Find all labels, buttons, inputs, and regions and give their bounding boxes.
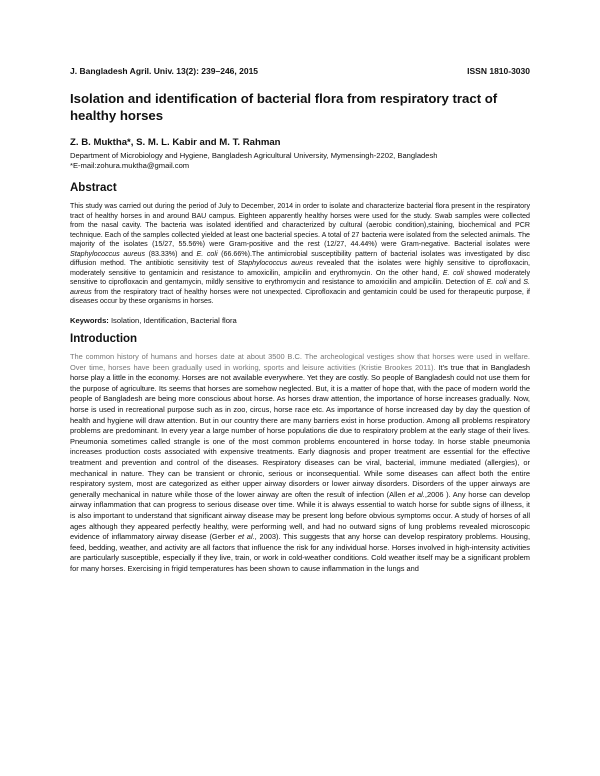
introduction-body bbox=[70, 352, 530, 574]
organism-name: E. coli bbox=[196, 249, 218, 258]
abstract-heading: Abstract bbox=[70, 182, 117, 194]
abstract-body bbox=[70, 202, 530, 307]
intro-text: , 2003). This suggests that any horse can develop respiratory problems. Housing, feed, bedding, weather, and activity are all factors that influence the risk for any individual horse. Horses involved in high-intensity activities are particularly susceptible, especially if they live, train, or work in cold-weather conditions. Cold weather itself may be a significant problem for many horses. Exercising in frigid temperatures has been shown to cause inflammation in the lungs and bbox=[70, 532, 531, 573]
abstract-text: (66.66%).The antimicrobial susceptibility pattern of bacterial isolates was investigated by disc diffusion method. The antibiotic sensitivity test of bbox=[70, 249, 530, 268]
intro-text-faded: The common history of humans and horses date at about 3500 B.C. The archeological vestiges show that horses were used in welfare. Over time, horses have been gradually used in working, sports and leisure activities (Kristie Brookes 2011). bbox=[70, 352, 530, 372]
issn: ISSN 1810-3030 bbox=[467, 66, 530, 76]
journal-header bbox=[70, 66, 530, 76]
abstract-text: and bbox=[506, 278, 524, 287]
abstract-text: This study was carried out during the period of July to December, 2014 in order to isolate and characterize bacterial flora present in the respiratory tract of healthy horses in and around BAU campus. Eighteen apparently healthy horses were used for the study. Swab samples were collected from the nasal cavity. The bacteria was isolated bbox=[70, 202, 530, 230]
organism-name: S. aureus bbox=[70, 278, 530, 296]
intro-text: ,2006 ). Any horse can develop airway inflammation that can progress to serious disease over time. While it is always essential to watch horse for subtle signs of illness, it is also important to understand that significant airway disease may be present long before obvious symptoms occur. A study of horses of all ages although they appeared perfectly healthy, were performing well, and had no outward signs of lung problems revealed microscopic evidence of inflammatory airway disease (Gerber bbox=[70, 489, 531, 542]
citation-etal: et al. bbox=[408, 489, 425, 499]
abstract-text: showed moderately sensitive to ciprofloxacin and gentamycin, mildly sensitive to erythromycin and resistance to amoxicilin and ampicilin. Detection of bbox=[70, 268, 530, 287]
journal-citation: J. Bangladesh Agril. Univ. 13(2): 239–246, 2015 bbox=[70, 66, 259, 76]
keywords bbox=[70, 316, 530, 325]
keywords-label: Keywords: bbox=[70, 316, 109, 326]
author-email: *E-mail:zohura.muktha@gmail.com bbox=[70, 161, 190, 170]
article-page bbox=[70, 66, 530, 574]
abstract-text: revealed that the isolates were highly sensitive to ciprofloxacin, moderately sensitive to gentamicin and resistance to amoxicilin, ampicilin and erythromycin. On the other hand, bbox=[70, 259, 530, 277]
keywords-list: Isolation, Identification, Bacterial flora bbox=[108, 316, 237, 326]
authors: Z. B. Muktha*, S. M. L. Kabir and M. T. Rahman bbox=[70, 137, 281, 148]
affiliation-line: Department of Microbiology and Hygiene, Bangladesh Agricultural University, Mymensingh-2202, Bangladesh bbox=[70, 151, 438, 160]
intro-text: It’s true that in Bangladesh horse play a little in the economy. Horses are not available everywhere. Yet they are costly. So people of Bangladesh could not use them for the purpose of agriculture. Its seems that horses are somehow neglected. But, it is a matter of hope that, with the pace of modern world the people of Bangladesh are being more conscious about horse. As horses draw attention, the importance of horse increases gradually. Now, horse is used in recreational purpose such as in zoo, circus, horse race etc. As importance of horse increased day by day the question of health and hygiene will draw attention. But in our country there are many barriers exist in horse production. Among all problems respiratory problems are predominant. In every year a large number of horse populations die due to respiratory problem at the early stage of their lives. Pneumonia sometimes called strangle is one of the most common problems encountered in horse today. In horse stable pneumonia increases production costs associated with expensive treatments. Early diagnosis and proper treatment are essential for the effective treatment and prevention and control of the diseases. Respiratory diseases can be viral, bacterial, immune mediated (allergies), or mechanical in nature. They can be transient or chronic, serious or inconsequential. While some diseases can affect both the entire respiratory system, most are categorized as either upper airway disorders or lower airway disorders. Disorders of the upper airways are generally mechanical in nature while those of the lower airway are often the result of infection (Allen bbox=[70, 362, 530, 499]
abstract-text: from the respiratory tract of healthy horses were not unexpected. Ciprofloxacin and gentamicin could be used for therapeutic purpose, if diseases occur by these organisms in horses. bbox=[70, 287, 530, 306]
organism-name: E. coli bbox=[486, 278, 507, 287]
citation-etal: et al. bbox=[237, 532, 255, 542]
abstract-text: identified and characterized by cultural (aerobic condition),staining, biochemical and PCR technique. Each of the samples collected yielded at least one bacterial species. A total of 27 bacteria were isolated from the selected animals. The majority of the isolates (15/27, 55.56%) were Gram-positive and the rest (12/27, 44.44%) were Gram-negative. Bacterial isolates were bbox=[70, 221, 530, 249]
organism-name: Staphylococcus aureus bbox=[237, 259, 313, 268]
abstract-text: (83.33%) and bbox=[145, 249, 197, 258]
article-title: Isolation and identification of bacterial flora from respiratory tract of healthy horses bbox=[70, 91, 498, 123]
affiliation bbox=[70, 151, 530, 171]
organism-name: E. coli bbox=[442, 268, 464, 277]
organism-name: Staphylococcus aureus bbox=[70, 249, 146, 258]
introduction-heading: Introduction bbox=[70, 333, 138, 346]
